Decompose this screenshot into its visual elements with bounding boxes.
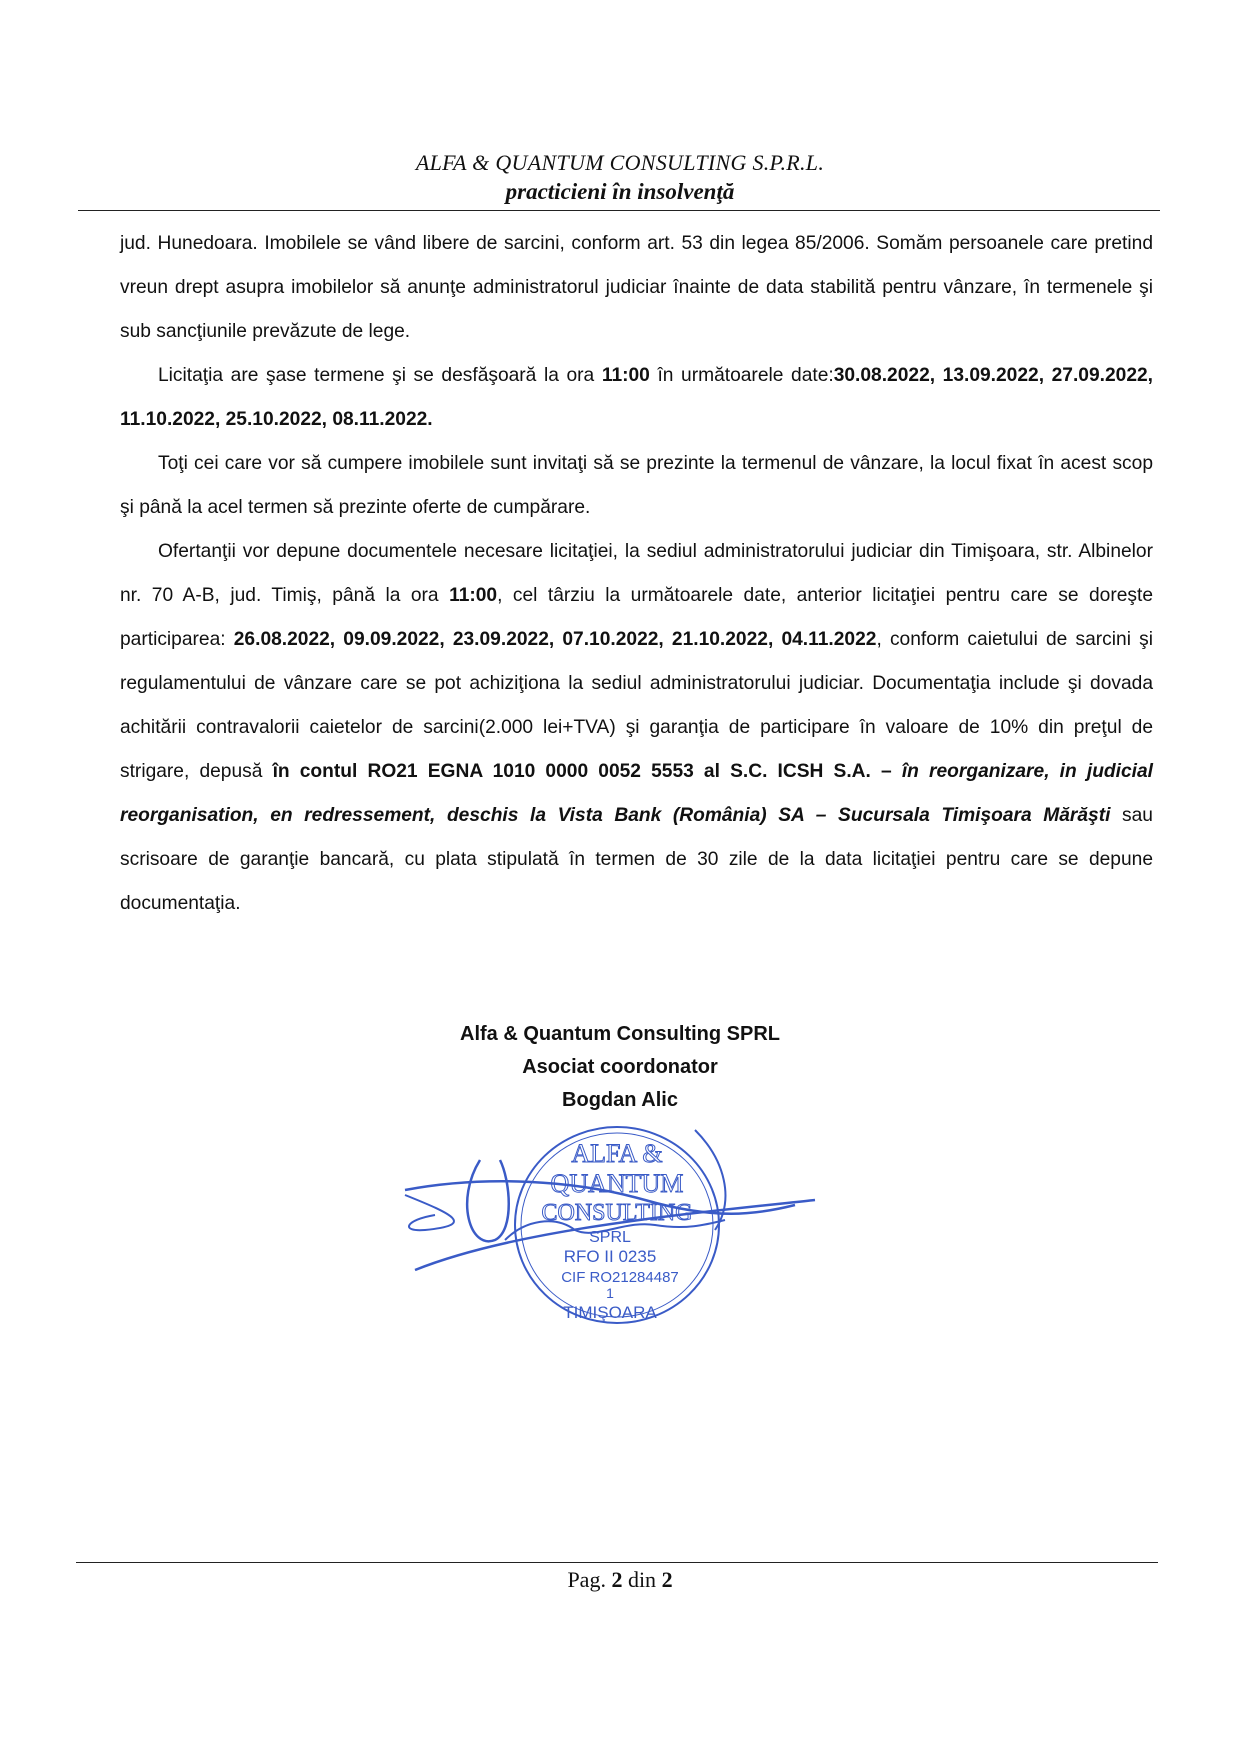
signature-company: Alfa & Quantum Consulting SPRL xyxy=(460,1023,780,1045)
stamp-line-5: RFO II 0235 xyxy=(563,1247,657,1266)
signature-role: Asociat coordonator xyxy=(522,1056,718,1078)
signature-name: Bogdan Alic xyxy=(562,1089,678,1111)
document-header xyxy=(0,148,1240,206)
p4-account: în contul RO21 EGNA 1010 0000 0052 5553 al S.C. ICSH S.A. – xyxy=(272,761,902,782)
signature-stroke-6 xyxy=(695,1130,725,1230)
firm-subtitle: practicieni în insolvenţă xyxy=(505,179,735,204)
stamp-and-signature-image xyxy=(395,1120,835,1350)
footer-prefix: Pag. xyxy=(567,1567,612,1592)
stamp-line-2: QUANTUM xyxy=(550,1169,684,1198)
footer-rule xyxy=(76,1562,1158,1563)
stamp-line-6: CIF RO21284487 xyxy=(561,1269,679,1286)
page-number: 2 xyxy=(611,1567,623,1592)
p4-time: 11:00 xyxy=(449,585,498,606)
signature-stroke-3 xyxy=(405,1195,454,1230)
page-footer xyxy=(0,1565,1240,1595)
stamp-line-7: 1 xyxy=(606,1285,614,1301)
paragraph-3-text: Toţi cei care vor să cumpere imobilele sunt invitaţi să se prezinte la termenul de vânzare, la locul fixat în acest scop şi până la acel termen să prezinte oferte de cumpărare. xyxy=(120,453,1153,518)
p4-text-b: , cel târziu la următoarele date, anterior licitaţiei pentru care se doreşte participarea: xyxy=(120,585,1153,650)
p2-text: Licitaţia are şase termene şi se desfăşoară la ora xyxy=(158,365,602,386)
paragraph-1-text: jud. Hunedoara. Imobilele se vând libere de sarcini, conform art. 53 din legea 85/2006. Somăm persoanele care pretind vreun drept asupra imobilelor să anunţe administratorul judiciar înainte de data stabilită pentru vânzare, în termenele şi sub sancţiunile prevăzute de lege. xyxy=(120,233,1153,342)
p4-text-d: sau scrisoare de garanţie bancară, cu plata stipulată în termen de 30 zile de la data licitaţiei pentru care se depune documentaţia. xyxy=(120,805,1153,914)
p4-text-c: , conform caietului de sarcini şi regulamentului de vânzare care se pot achiziţiona la sediul administratorului judiciar. Documentaţia include şi dovada achitării contravalorii caietelor de sarcini(2.000 lei+TVA) şi garanţia de participare în valoare de 10% din preţul de strigare, depusă xyxy=(120,629,1154,782)
p2-dates: 30.08.2022, 13.09.2022, 27.09.2022, 11.10.2022, 25.10.2022, 08.11.2022. xyxy=(120,365,1153,430)
stamp-line-3: CONSULTING xyxy=(541,1200,693,1226)
page-total: 2 xyxy=(661,1567,673,1592)
p4-dates: 26.08.2022, 09.09.2022, 23.09.2022, 07.10.2022, 21.10.2022, 04.11.2022 xyxy=(233,629,877,650)
signature-stroke-4 xyxy=(467,1160,509,1241)
header-rule xyxy=(78,210,1160,211)
p2-time: 11:00 xyxy=(601,365,650,386)
paragraph-1 xyxy=(120,222,1153,354)
stamp-line-1: ALFA & xyxy=(571,1139,663,1168)
signature-block xyxy=(0,1018,1240,1117)
stamp-line-4: SPRL xyxy=(589,1229,631,1246)
paragraph-4 xyxy=(120,530,1153,926)
paragraph-3 xyxy=(120,442,1153,530)
stamp-line-8: TIMIŞOARA xyxy=(563,1303,657,1322)
p4-account-italic: în reorganizare, in judicial reorganisation, en redressement, deschis la Vista Bank (România) SA – Sucursala Timişoara Mărăşti xyxy=(120,761,1153,826)
document-body xyxy=(120,222,1153,926)
p4-text-a: Ofertanţii vor depune documentele necesare licitaţiei, la sediul administratorului judiciar din Timişoara, str. Albinelor nr. 70 A-B, jud. Timiş, până la ora xyxy=(120,541,1153,606)
paragraph-2 xyxy=(120,354,1153,442)
footer-middle: din xyxy=(622,1567,662,1592)
firm-name: ALFA & QUANTUM CONSULTING S.P.R.L. xyxy=(415,150,825,175)
p2-text-b: în următoarele date: xyxy=(649,365,834,386)
